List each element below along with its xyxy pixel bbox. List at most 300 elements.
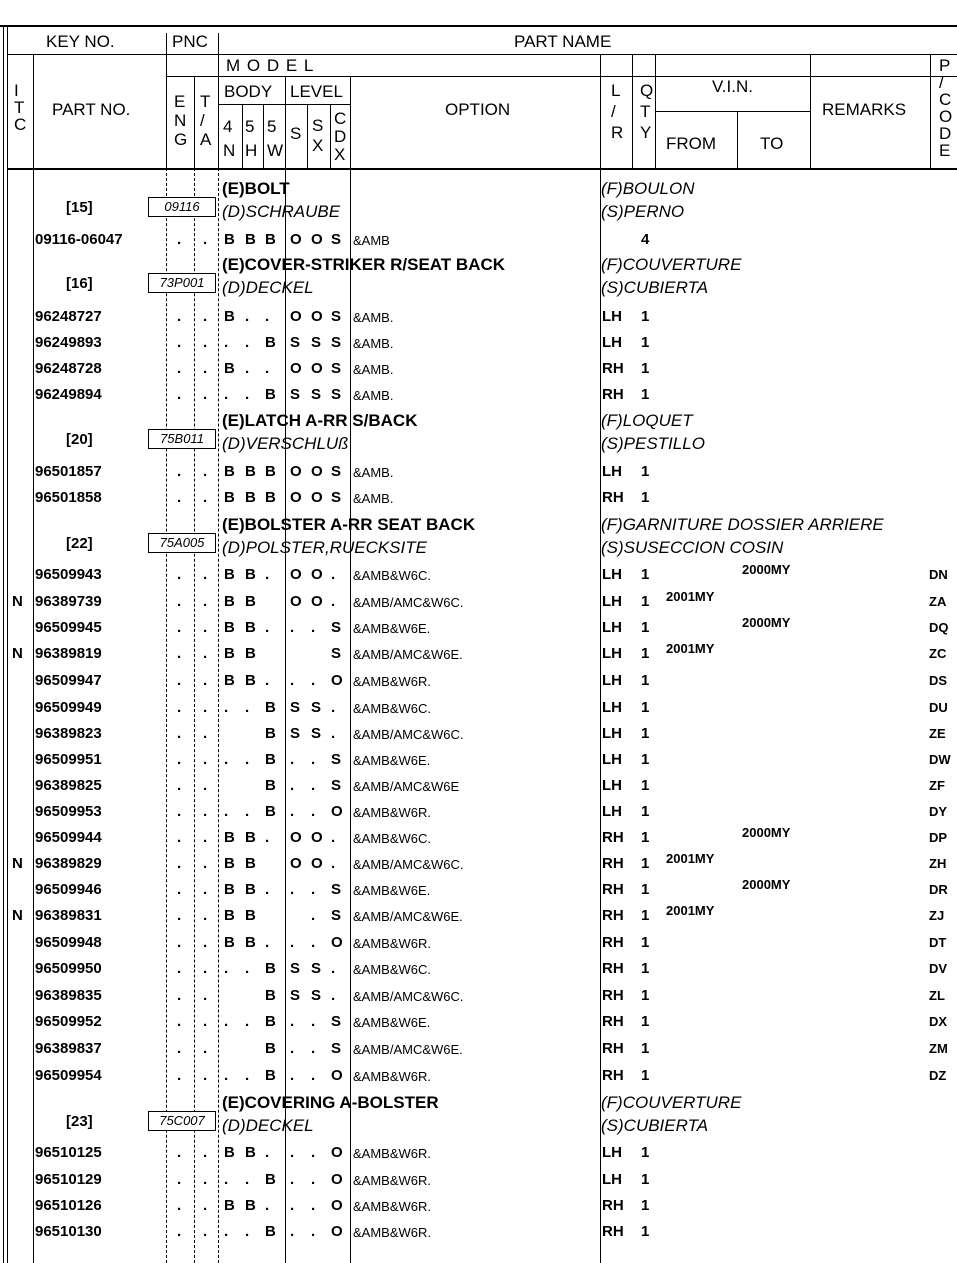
part-number: 96389739	[35, 593, 102, 610]
level-cdx-mark: O	[331, 1171, 343, 1188]
level-s-mark: .	[290, 1223, 295, 1240]
column-divider	[632, 54, 633, 168]
eng-header-letter: E	[174, 92, 186, 111]
eng-mark: .	[177, 308, 182, 325]
quantity: 1	[641, 1171, 650, 1188]
group-key-number: [22]	[66, 535, 93, 552]
level-s-mark: O	[290, 463, 302, 480]
body-5w-mark: B	[265, 1223, 276, 1240]
eng-mark: .	[177, 1197, 182, 1214]
body-5w-mark: B	[265, 1013, 276, 1030]
eng-mark: .	[177, 672, 182, 689]
body-col-header-letter: H	[245, 141, 258, 160]
level-s-mark: O	[290, 566, 302, 583]
eng-mark: .	[177, 699, 182, 716]
ta-mark: .	[203, 619, 208, 636]
level-cdx-mark: S	[331, 907, 342, 924]
p-code: DU	[929, 700, 948, 715]
body-5w-mark: .	[265, 619, 270, 636]
body-4n-mark: .	[224, 960, 229, 977]
quantity: 1	[641, 489, 650, 506]
level-s-mark: .	[290, 1067, 295, 1084]
part-name-german: (D)SCHRAUBE	[222, 202, 341, 221]
p-code: DS	[929, 673, 948, 688]
column-divider	[350, 76, 351, 168]
itc-header-letter: C	[14, 115, 27, 134]
body-5w-mark: B	[265, 960, 276, 977]
body-4n-mark: B	[224, 645, 235, 662]
p-code: DQ	[929, 620, 949, 635]
level-s-mark: .	[290, 1197, 295, 1214]
body-5h-mark: B	[245, 672, 256, 689]
ta-mark: .	[203, 1013, 208, 1030]
level-s-mark: .	[290, 881, 295, 898]
part-number: 96389837	[35, 1040, 102, 1057]
part-name-german: (D)POLSTER,RUECKSITE	[222, 538, 427, 557]
body-5h-mark: .	[245, 360, 250, 377]
level-s-mark: O	[290, 231, 302, 248]
part-number: 96389831	[35, 907, 102, 924]
body-5h-mark: .	[245, 308, 250, 325]
option-code: &AMB&W6R.	[353, 1069, 432, 1084]
part-name-english: (E)COVER-STRIKER R/SEAT BACK	[222, 255, 506, 274]
p-code: ZJ	[929, 908, 945, 923]
level-col-header-letter: X	[312, 136, 324, 155]
level-cdx-mark: .	[331, 566, 336, 583]
body-5h-mark: B	[245, 231, 256, 248]
lr-side: RH	[602, 934, 624, 951]
ta-mark: .	[203, 645, 208, 662]
level-s-mark: .	[290, 1040, 295, 1057]
level-sx-mark: .	[311, 1144, 316, 1161]
quantity: 1	[641, 1223, 650, 1240]
body-5w-mark: .	[265, 360, 270, 377]
lr-side: RH	[602, 1040, 624, 1057]
lr-side: RH	[602, 1197, 624, 1214]
part-name-spanish: (S)PERNO	[601, 202, 685, 221]
column-divider	[330, 104, 331, 168]
body-5w-mark: B	[265, 463, 276, 480]
option-code: &AMB&W6R.	[353, 1173, 432, 1188]
body-5w-mark: .	[265, 566, 270, 583]
ta-mark: .	[203, 231, 208, 248]
column-divider	[33, 54, 34, 1263]
part-name-german: (D)DECKEL	[222, 278, 314, 297]
eng-mark: .	[177, 1040, 182, 1057]
quantity: 1	[641, 777, 650, 794]
option-code: &AMB/AMC&W6C.	[353, 727, 464, 742]
level-cdx-mark: S	[331, 777, 342, 794]
option-code: &AMB&W6E.	[353, 1015, 431, 1030]
itc-header-letter: T	[14, 98, 25, 117]
level-cdx-mark: .	[331, 593, 336, 610]
p-code: DV	[929, 961, 948, 976]
option-code: &AMB/AMC&W6E.	[353, 1042, 463, 1057]
eng-mark: .	[177, 566, 182, 583]
part-name-header: PART NAME	[514, 32, 612, 51]
level-col-header-letter: C	[334, 109, 347, 128]
body-col-header-letter: 4	[223, 117, 233, 136]
eng-mark: .	[177, 934, 182, 951]
header-top-rule	[0, 25, 957, 27]
body-4n-mark: B	[224, 855, 235, 872]
vin-to-header: TO	[760, 134, 784, 153]
p-code: DX	[929, 1014, 948, 1029]
level-sx-mark: O	[311, 855, 323, 872]
part-number: 96389829	[35, 855, 102, 872]
level-cdx-mark: .	[331, 960, 336, 977]
ta-mark: .	[203, 360, 208, 377]
ta-mark: .	[203, 1223, 208, 1240]
quantity: 1	[641, 829, 650, 846]
option-code: &AMB/AMC&W6C.	[353, 857, 464, 872]
qty-header-letter: Y	[640, 123, 652, 142]
lr-side: LH	[602, 645, 622, 662]
pnc-code: 73P001	[148, 273, 216, 293]
ta-mark: .	[203, 593, 208, 610]
ta-mark: .	[203, 489, 208, 506]
vin-to: 2000MY	[742, 615, 791, 630]
part-name-spanish: (S)PESTILLO	[601, 434, 705, 453]
body-5w-mark: .	[265, 672, 270, 689]
level-header: LEVEL	[290, 82, 343, 101]
p-code: ZL	[929, 988, 945, 1003]
quantity: 1	[641, 699, 650, 716]
p-code: DR	[929, 882, 948, 897]
eng-mark: .	[177, 1171, 182, 1188]
quantity: 1	[641, 987, 650, 1004]
column-divider	[810, 54, 811, 168]
body-5w-mark: B	[265, 1040, 276, 1057]
lr-side: LH	[602, 777, 622, 794]
lr-side: RH	[602, 386, 624, 403]
ta-mark: .	[203, 699, 208, 716]
body-5h-mark: .	[245, 1171, 250, 1188]
part-name-english: (E)BOLSTER A-RR SEAT BACK	[222, 515, 476, 534]
body-5w-mark: .	[265, 881, 270, 898]
body-5h-mark: B	[245, 881, 256, 898]
option-code: &AMB&W6C.	[353, 568, 432, 583]
ta-mark: .	[203, 907, 208, 924]
part-name-french: (F)COUVERTURE	[601, 255, 742, 274]
level-s-mark: .	[290, 803, 295, 820]
quantity: 1	[641, 334, 650, 351]
body-4n-mark: .	[224, 803, 229, 820]
lr-side: LH	[602, 1144, 622, 1161]
body-5h-mark: .	[245, 699, 250, 716]
pcode-header-letter: P	[939, 56, 951, 75]
body-4n-mark: .	[224, 1013, 229, 1030]
body-5w-mark: .	[265, 1197, 270, 1214]
part-number: 96509947	[35, 672, 102, 689]
level-s-mark: .	[290, 777, 295, 794]
body-4n-mark: B	[224, 360, 235, 377]
option-code: &AMB&W6C.	[353, 701, 432, 716]
level-sx-mark: S	[311, 987, 322, 1004]
level-s-mark: S	[290, 334, 301, 351]
dashed-column-divider	[218, 168, 219, 1263]
column-divider	[307, 104, 308, 168]
lr-side: LH	[602, 566, 622, 583]
body-5h-mark: .	[245, 1223, 250, 1240]
option-code: &AMB&W6R.	[353, 1199, 432, 1214]
body-5h-mark: .	[245, 751, 250, 768]
itc-flag: N	[12, 907, 23, 924]
level-s-mark: O	[290, 855, 302, 872]
vin-to: 2000MY	[742, 562, 791, 577]
quantity: 1	[641, 1067, 650, 1084]
level-cdx-mark: S	[331, 489, 342, 506]
eng-mark: .	[177, 1144, 182, 1161]
part-no-header: PART NO.	[52, 100, 131, 119]
lr-side: RH	[602, 960, 624, 977]
eng-mark: .	[177, 463, 182, 480]
level-s-mark: O	[290, 308, 302, 325]
level-sx-mark: S	[311, 334, 322, 351]
body-4n-mark: B	[224, 881, 235, 898]
level-cdx-mark: S	[331, 308, 342, 325]
level-sx-mark: .	[311, 1197, 316, 1214]
vin-from: 2001MY	[666, 903, 715, 918]
column-divider	[655, 54, 656, 168]
body-5h-mark: B	[245, 855, 256, 872]
ta-mark: .	[203, 777, 208, 794]
quantity: 1	[641, 907, 650, 924]
body-5w-mark: B	[265, 231, 276, 248]
body-4n-mark: .	[224, 386, 229, 403]
part-number: 96509949	[35, 699, 102, 716]
remarks-header: REMARKS	[822, 100, 907, 119]
quantity: 1	[641, 386, 650, 403]
body-4n-mark: .	[224, 1067, 229, 1084]
group-key-number: [15]	[66, 199, 93, 216]
level-cdx-mark: S	[331, 751, 342, 768]
level-sx-mark: S	[311, 960, 322, 977]
level-sx-mark: .	[311, 1067, 316, 1084]
eng-mark: .	[177, 881, 182, 898]
body-5w-mark: .	[265, 829, 270, 846]
quantity: 1	[641, 566, 650, 583]
part-name-spanish: (S)CUBIERTA	[601, 278, 709, 297]
level-cdx-mark: .	[331, 829, 336, 846]
qty-header-letter: Q	[640, 81, 654, 100]
quantity: 1	[641, 1040, 650, 1057]
body-5h-mark: B	[245, 1197, 256, 1214]
level-s-mark: .	[290, 672, 295, 689]
lr-side: LH	[602, 725, 622, 742]
level-col-header-letter: S	[312, 116, 324, 135]
option-code: &AMB&W6R.	[353, 1225, 432, 1240]
lr-side: LH	[602, 619, 622, 636]
left-border-rule	[3, 25, 4, 1263]
itc-header-letter: I	[14, 81, 19, 100]
eng-mark: .	[177, 960, 182, 977]
body-4n-mark: B	[224, 907, 235, 924]
option-code: &AMB/AMC&W6C.	[353, 989, 464, 1004]
body-5h-mark: B	[245, 829, 256, 846]
eng-header-letter: N	[174, 111, 187, 130]
level-s-mark: O	[290, 593, 302, 610]
pcode-header-letter: /	[939, 73, 944, 92]
part-number: 96501857	[35, 463, 102, 480]
level-cdx-mark: S	[331, 334, 342, 351]
lr-side: LH	[602, 672, 622, 689]
eng-mark: .	[177, 645, 182, 662]
column-divider	[218, 33, 219, 168]
column-divider	[194, 76, 195, 168]
option-header: OPTION	[445, 100, 511, 119]
level-sx-mark: O	[311, 463, 323, 480]
option-code: &AMB	[353, 233, 390, 248]
quantity: 1	[641, 619, 650, 636]
body-header: BODY	[224, 82, 273, 101]
eng-mark: .	[177, 987, 182, 1004]
column-divider	[737, 111, 738, 168]
lr-side: LH	[602, 699, 622, 716]
body-5w-mark: B	[265, 699, 276, 716]
option-code: &AMB&W6C.	[353, 831, 432, 846]
level-sx-mark: .	[311, 934, 316, 951]
level-cdx-mark: O	[331, 1067, 343, 1084]
part-name-french: (F)GARNITURE DOSSIER ARRIERE	[601, 515, 884, 534]
level-cdx-mark: S	[331, 360, 342, 377]
body-5h-mark: B	[245, 463, 256, 480]
level-s-mark: .	[290, 1013, 295, 1030]
group-key-number: [23]	[66, 1113, 93, 1130]
part-name-french: (F)LOQUET	[601, 411, 693, 430]
option-code: &AMB&W6E.	[353, 753, 431, 768]
body-5w-mark: B	[265, 334, 276, 351]
option-code: &AMB&W6R.	[353, 1146, 432, 1161]
body-5h-mark: B	[245, 593, 256, 610]
level-sx-mark: .	[311, 907, 316, 924]
option-code: &AMB/AMC&W6E.	[353, 647, 463, 662]
quantity: 1	[641, 1013, 650, 1030]
level-sx-mark: O	[311, 360, 323, 377]
body-col-header-letter: 5	[267, 117, 277, 136]
key-no-header: KEY NO.	[46, 32, 115, 51]
level-s-mark: .	[290, 1144, 295, 1161]
level-cdx-mark: S	[331, 619, 342, 636]
level-s-mark: S	[290, 386, 301, 403]
eng-mark: .	[177, 619, 182, 636]
eng-mark: .	[177, 725, 182, 742]
model-header: M O D E L	[226, 56, 315, 75]
part-number: 96509946	[35, 881, 102, 898]
itc-flag: N	[12, 593, 23, 610]
body-5h-mark: B	[245, 619, 256, 636]
part-name-french: (F)COUVERTURE	[601, 1093, 742, 1112]
level-sx-mark: O	[311, 593, 323, 610]
lr-side: RH	[602, 881, 624, 898]
lr-side: LH	[602, 463, 622, 480]
level-s-mark: .	[290, 751, 295, 768]
p-code: ZH	[929, 856, 947, 871]
body-5w-mark: .	[265, 1144, 270, 1161]
part-name-german: (D)DECKEL	[222, 1116, 314, 1135]
lr-header-letter: /	[611, 102, 616, 121]
body-4n-mark: B	[224, 829, 235, 846]
level-cdx-mark: .	[331, 987, 336, 1004]
ta-header-letter: /	[200, 111, 205, 130]
option-code: &AMB/AMC&W6C.	[353, 595, 464, 610]
lr-side: RH	[602, 907, 624, 924]
dashed-column-divider	[166, 168, 167, 1263]
lr-side: LH	[602, 308, 622, 325]
part-name-english: (E)BOLT	[222, 179, 290, 198]
part-number: 96510126	[35, 1197, 102, 1214]
lr-side: LH	[602, 751, 622, 768]
header-bottom-rule	[7, 168, 957, 170]
eng-mark: .	[177, 907, 182, 924]
ta-mark: .	[203, 386, 208, 403]
body-4n-mark: B	[224, 593, 235, 610]
p-code: DZ	[929, 1068, 947, 1083]
eng-mark: .	[177, 231, 182, 248]
column-divider	[930, 54, 931, 168]
level-s-mark: S	[290, 960, 301, 977]
eng-mark: .	[177, 803, 182, 820]
group-key-number: [20]	[66, 431, 93, 448]
body-5h-mark: B	[245, 1144, 256, 1161]
body-4n-mark: .	[224, 1223, 229, 1240]
eng-mark: .	[177, 1067, 182, 1084]
ta-mark: .	[203, 934, 208, 951]
body-col-header-letter: W	[267, 141, 284, 160]
level-cdx-mark: .	[331, 699, 336, 716]
body-5h-mark: B	[245, 489, 256, 506]
p-code: DW	[929, 752, 951, 767]
vin-from: 2001MY	[666, 589, 715, 604]
quantity: 1	[641, 672, 650, 689]
ta-mark: .	[203, 803, 208, 820]
eng-mark: .	[177, 386, 182, 403]
part-number: 96509953	[35, 803, 102, 820]
body-5w-mark: B	[265, 987, 276, 1004]
level-sx-mark: .	[311, 619, 316, 636]
part-number: 96510125	[35, 1144, 102, 1161]
body-4n-mark: .	[224, 751, 229, 768]
level-cdx-mark: .	[331, 725, 336, 742]
body-5w-mark: .	[265, 308, 270, 325]
part-number: 96509950	[35, 960, 102, 977]
lr-header-letter: R	[611, 123, 624, 142]
level-s-mark: S	[290, 699, 301, 716]
eng-mark: .	[177, 829, 182, 846]
lr-side: RH	[602, 987, 624, 1004]
ta-mark: .	[203, 463, 208, 480]
group-key-number: [16]	[66, 275, 93, 292]
ta-mark: .	[203, 960, 208, 977]
ta-mark: .	[203, 829, 208, 846]
ta-mark: .	[203, 308, 208, 325]
lr-side: LH	[602, 593, 622, 610]
body-4n-mark: B	[224, 566, 235, 583]
ta-header-letter: A	[200, 130, 212, 149]
part-number: 96389835	[35, 987, 102, 1004]
body-4n-mark: B	[224, 463, 235, 480]
level-col-header-letter: D	[334, 127, 347, 146]
p-code: ZM	[929, 1041, 948, 1056]
ta-mark: .	[203, 855, 208, 872]
ta-header-letter: T	[200, 92, 211, 111]
eng-mark: .	[177, 1223, 182, 1240]
ta-mark: .	[203, 987, 208, 1004]
quantity: 1	[641, 463, 650, 480]
level-sx-mark: .	[311, 1171, 316, 1188]
part-name-spanish: (S)SUSECCION COSIN	[601, 538, 784, 557]
pnc-code: 75B011	[148, 429, 216, 449]
